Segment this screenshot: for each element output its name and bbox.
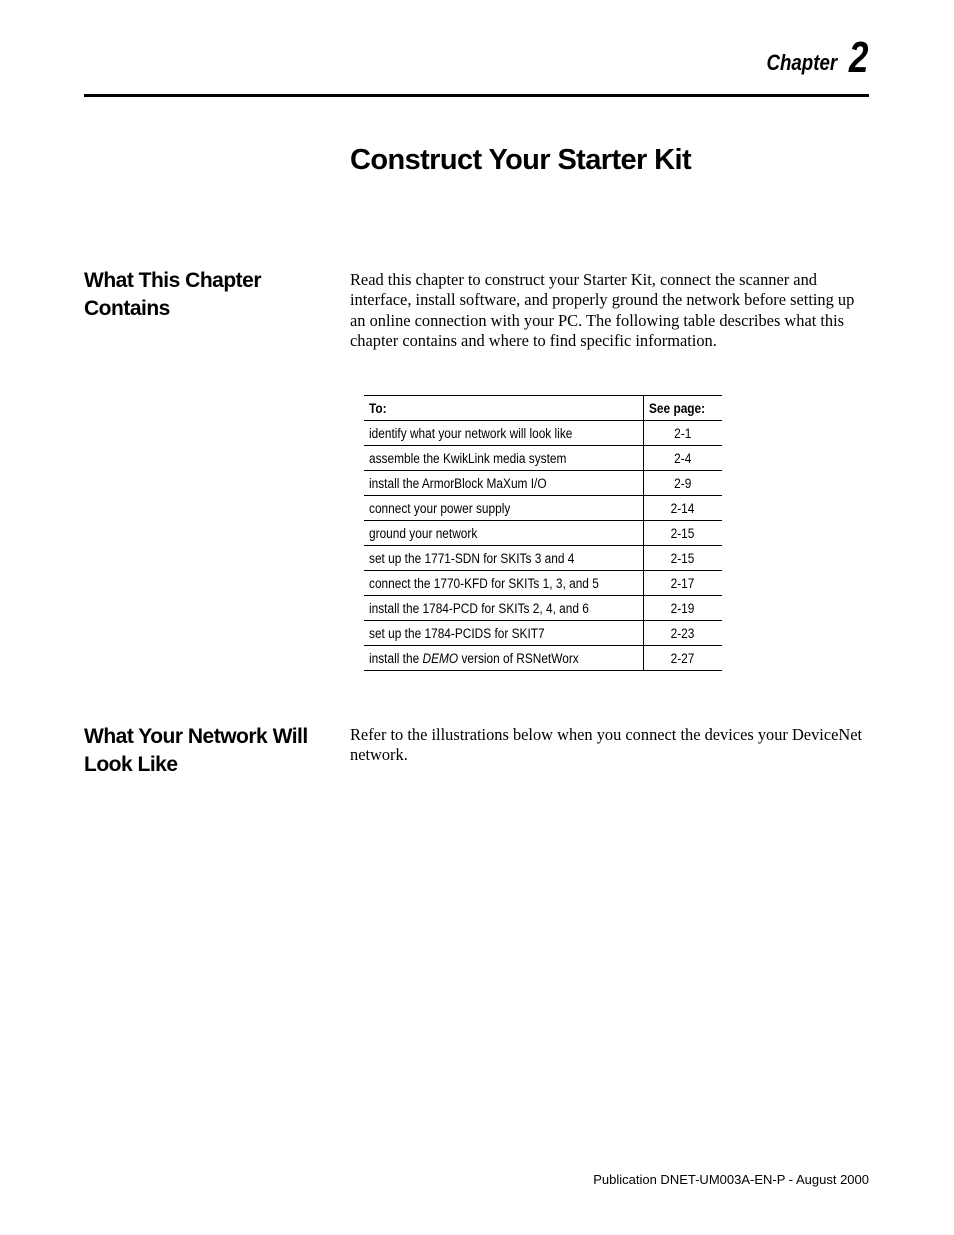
chapter-title: Construct Your Starter Kit — [350, 144, 692, 176]
section-body-network-look: Refer to the illustrations below when you connect the devices your DeviceNet network. — [350, 725, 863, 765]
table-cell-task: ground your network — [364, 521, 644, 546]
table-row — [364, 546, 722, 571]
table-header-row — [364, 396, 722, 421]
table-row — [364, 446, 722, 471]
table-row — [364, 596, 722, 621]
chapter-heading — [754, 33, 868, 82]
table-header-task: To: — [364, 396, 644, 421]
table-row — [364, 646, 722, 671]
table-cell-page: 2-15 — [644, 546, 723, 571]
table-cell-task: set up the 1771-SDN for SKITs 3 and 4 — [364, 546, 644, 571]
table-cell-task: identify what your network will look like — [364, 421, 644, 446]
table-cell-page: 2-14 — [644, 496, 723, 521]
chapter-number: 2 — [848, 33, 868, 82]
table-cell-task: connect the 1770-KFD for SKITs 1, 3, and 5 — [364, 571, 644, 596]
table-row — [364, 471, 722, 496]
table-row — [364, 521, 722, 546]
table-cell-task: install the 1784-PCD for SKITs 2, 4, and 6 — [364, 596, 644, 621]
chapter-rule — [84, 94, 869, 97]
section-heading-chapter-contents: What This Chapter Contains — [84, 269, 262, 320]
contents-table — [364, 395, 722, 671]
section-body-chapter-contents: Read this chapter to construct your Starter Kit, connect the scanner and interface, install software, and properly ground the network before setting up an online connection with your PC. The following table describes what this chapter contains and where to find specific information. — [350, 270, 855, 351]
table-row — [364, 421, 722, 446]
footer-publication: Publication DNET-UM003A-EN-P - August 2000 — [593, 1172, 869, 1187]
table-header-page: See page: — [644, 396, 723, 421]
table-row — [364, 496, 722, 521]
table-cell-task: connect your power supply — [364, 496, 644, 521]
table-cell-page: 2-27 — [644, 646, 723, 671]
chapter-label: Chapter — [766, 50, 838, 75]
table-cell-page: 2-15 — [644, 521, 723, 546]
table-cell-page: 2-17 — [644, 571, 723, 596]
table-row — [364, 571, 722, 596]
table-cell-task: set up the 1784-PCIDS for SKIT7 — [364, 621, 644, 646]
table-cell-page: 2-19 — [644, 596, 723, 621]
table-cell-task: assemble the KwikLink media system — [364, 446, 644, 471]
table-cell-page: 2-1 — [644, 421, 723, 446]
table-row — [364, 621, 722, 646]
demo-emphasis: DEMO — [422, 650, 459, 666]
table-cell-page: 2-9 — [644, 471, 723, 496]
table-cell-task: install the DEMO version of RSNetWorx — [364, 646, 644, 671]
table-cell-page: 2-4 — [644, 446, 723, 471]
section-heading-network-look: What Your Network Will Look Like — [84, 725, 308, 776]
table-cell-task: install the ArmorBlock MaXum I/O — [364, 471, 644, 496]
table-cell-page: 2-23 — [644, 621, 723, 646]
